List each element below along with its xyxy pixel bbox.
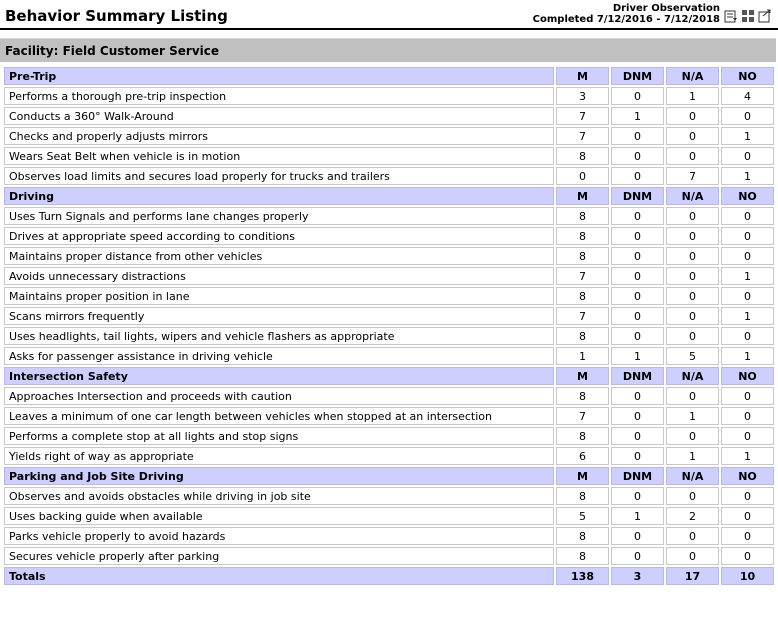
count-na: 0	[666, 307, 719, 325]
count-na: 1	[666, 447, 719, 465]
table-row	[4, 107, 774, 125]
count-m: 7	[556, 127, 609, 145]
column-header: DNM	[611, 187, 664, 205]
count-no: 1	[721, 167, 774, 185]
count-dnm: 0	[611, 207, 664, 225]
table-row	[4, 347, 774, 365]
column-header: DNM	[611, 67, 664, 85]
behavior-label: Secures vehicle properly after parking	[4, 547, 554, 565]
behavior-label: Drives at appropriate speed according to conditions	[4, 227, 554, 245]
column-header: DNM	[611, 467, 664, 485]
table-row	[4, 247, 774, 265]
behavior-label: Approaches Intersection and proceeds with caution	[4, 387, 554, 405]
count-na: 1	[666, 87, 719, 105]
behavior-label: Uses backing guide when available	[4, 507, 554, 525]
count-dnm: 0	[611, 147, 664, 165]
count-m: 8	[556, 487, 609, 505]
count-m: 8	[556, 227, 609, 245]
toolbar-icons	[724, 9, 772, 23]
count-no: 1	[721, 267, 774, 285]
behavior-label: Uses headlights, tail lights, wipers and vehicle flashers as appropriate	[4, 327, 554, 345]
count-na: 0	[666, 287, 719, 305]
count-dnm: 0	[611, 487, 664, 505]
count-no: 0	[721, 527, 774, 545]
behavior-label: Wears Seat Belt when vehicle is in motion	[4, 147, 554, 165]
count-na: 0	[666, 547, 719, 565]
count-no: 0	[721, 227, 774, 245]
table-row	[4, 427, 774, 445]
table-row	[4, 327, 774, 345]
table-row	[4, 307, 774, 325]
behavior-label: Performs a complete stop at all lights and stop signs	[4, 427, 554, 445]
behavior-label: Maintains proper position in lane	[4, 287, 554, 305]
section-header-row	[4, 467, 774, 485]
export-icon[interactable]	[758, 9, 772, 23]
count-m: 8	[556, 427, 609, 445]
count-no: 1	[721, 127, 774, 145]
count-na: 0	[666, 487, 719, 505]
count-no: 0	[721, 287, 774, 305]
count-no: 0	[721, 107, 774, 125]
count-dnm: 0	[611, 287, 664, 305]
count-no: 0	[721, 207, 774, 225]
column-header: DNM	[611, 367, 664, 385]
count-dnm: 0	[611, 127, 664, 145]
section-title: Pre-Trip	[4, 67, 554, 85]
section-header-row	[4, 187, 774, 205]
column-header: M	[556, 367, 609, 385]
count-na: 0	[666, 527, 719, 545]
count-dnm: 0	[611, 87, 664, 105]
facility-bar: Facility: Field Customer Service	[0, 38, 776, 62]
table-row	[4, 207, 774, 225]
count-no: 0	[721, 507, 774, 525]
count-na: 0	[666, 127, 719, 145]
behavior-label: Asks for passenger assistance in driving vehicle	[4, 347, 554, 365]
behavior-label: Uses Turn Signals and performs lane changes properly	[4, 207, 554, 225]
count-na: 5	[666, 347, 719, 365]
count-dnm: 0	[611, 427, 664, 445]
behavior-label: Leaves a minimum of one car length between vehicles when stopped at an intersection	[4, 407, 554, 425]
table-row	[4, 127, 774, 145]
total-m: 138	[556, 567, 609, 585]
column-header: NO	[721, 187, 774, 205]
count-dnm: 0	[611, 327, 664, 345]
header-rule	[0, 28, 778, 30]
column-header: N/A	[666, 367, 719, 385]
count-m: 1	[556, 347, 609, 365]
count-na: 0	[666, 247, 719, 265]
count-m: 8	[556, 247, 609, 265]
count-no: 0	[721, 147, 774, 165]
table-row	[4, 87, 774, 105]
column-header: NO	[721, 367, 774, 385]
behavior-label: Performs a thorough pre-trip inspection	[4, 87, 554, 105]
column-header: M	[556, 467, 609, 485]
count-na: 0	[666, 227, 719, 245]
behavior-label: Parks vehicle properly to avoid hazards	[4, 527, 554, 545]
count-dnm: 0	[611, 447, 664, 465]
count-no: 0	[721, 247, 774, 265]
section-header-row	[4, 67, 774, 85]
section-title: Intersection Safety	[4, 367, 554, 385]
count-dnm: 0	[611, 307, 664, 325]
table-row	[4, 227, 774, 245]
tree-icon[interactable]	[741, 9, 755, 23]
column-header: N/A	[666, 67, 719, 85]
column-header: M	[556, 67, 609, 85]
count-dnm: 0	[611, 267, 664, 285]
behavior-label: Conducts a 360° Walk-Around	[4, 107, 554, 125]
column-header: M	[556, 187, 609, 205]
count-m: 0	[556, 167, 609, 185]
table-row	[4, 167, 774, 185]
count-na: 7	[666, 167, 719, 185]
total-dnm: 3	[611, 567, 664, 585]
column-header: NO	[721, 467, 774, 485]
behavior-label: Avoids unnecessary distractions	[4, 267, 554, 285]
count-m: 7	[556, 307, 609, 325]
column-header: NO	[721, 67, 774, 85]
count-na: 0	[666, 147, 719, 165]
count-no: 0	[721, 387, 774, 405]
count-no: 0	[721, 407, 774, 425]
count-m: 6	[556, 447, 609, 465]
table-row	[4, 147, 774, 165]
report-name: Driver Observation	[612, 3, 720, 14]
total-na: 17	[666, 567, 719, 585]
table-row	[4, 287, 774, 305]
count-no: 0	[721, 547, 774, 565]
count-na: 0	[666, 427, 719, 445]
column-header: N/A	[666, 467, 719, 485]
count-m: 8	[556, 287, 609, 305]
count-m: 7	[556, 407, 609, 425]
behavior-label: Scans mirrors frequently	[4, 307, 554, 325]
count-dnm: 0	[611, 227, 664, 245]
date-range: Completed 7/12/2016 - 7/12/2018	[532, 14, 720, 25]
table-row	[4, 487, 774, 505]
column-header: N/A	[666, 187, 719, 205]
table-row	[4, 407, 774, 425]
count-dnm: 0	[611, 387, 664, 405]
behavior-label: Observes load limits and secures load properly for trucks and trailers	[4, 167, 554, 185]
count-na: 0	[666, 387, 719, 405]
table-row	[4, 387, 774, 405]
count-no: 0	[721, 487, 774, 505]
count-no: 4	[721, 87, 774, 105]
count-m: 7	[556, 107, 609, 125]
count-na: 0	[666, 207, 719, 225]
count-na: 0	[666, 327, 719, 345]
count-m: 8	[556, 527, 609, 545]
behavior-label: Yields right of way as appropriate	[4, 447, 554, 465]
count-dnm: 0	[611, 407, 664, 425]
count-m: 8	[556, 147, 609, 165]
table-row	[4, 527, 774, 545]
count-no: 0	[721, 327, 774, 345]
totals-row	[4, 567, 774, 585]
count-m: 8	[556, 207, 609, 225]
behavior-table-body	[4, 67, 774, 585]
count-m: 5	[556, 507, 609, 525]
count-dnm: 0	[611, 547, 664, 565]
filter-icon[interactable]	[724, 9, 738, 23]
behavior-label: Observes and avoids obstacles while driving in job site	[4, 487, 554, 505]
totals-label: Totals	[4, 567, 554, 585]
behavior-label: Maintains proper distance from other vehicles	[4, 247, 554, 265]
count-dnm: 0	[611, 527, 664, 545]
count-m: 7	[556, 267, 609, 285]
count-dnm: 1	[611, 107, 664, 125]
behavior-label: Checks and properly adjusts mirrors	[4, 127, 554, 145]
total-no: 10	[721, 567, 774, 585]
count-m: 8	[556, 387, 609, 405]
count-no: 0	[721, 427, 774, 445]
count-na: 2	[666, 507, 719, 525]
count-dnm: 1	[611, 347, 664, 365]
count-no: 1	[721, 307, 774, 325]
count-na: 1	[666, 407, 719, 425]
table-row	[4, 267, 774, 285]
count-m: 8	[556, 547, 609, 565]
count-no: 1	[721, 347, 774, 365]
count-no: 1	[721, 447, 774, 465]
count-m: 8	[556, 327, 609, 345]
table-row	[4, 547, 774, 565]
table-row	[4, 447, 774, 465]
count-na: 0	[666, 107, 719, 125]
count-na: 0	[666, 267, 719, 285]
count-dnm: 0	[611, 247, 664, 265]
page-title: Behavior Summary Listing	[5, 7, 228, 25]
section-title: Driving	[4, 187, 554, 205]
report-header	[0, 0, 778, 30]
section-header-row	[4, 367, 774, 385]
count-dnm: 1	[611, 507, 664, 525]
table-row	[4, 507, 774, 525]
count-m: 3	[556, 87, 609, 105]
section-title: Parking and Job Site Driving	[4, 467, 554, 485]
behavior-table	[2, 65, 776, 587]
count-dnm: 0	[611, 167, 664, 185]
